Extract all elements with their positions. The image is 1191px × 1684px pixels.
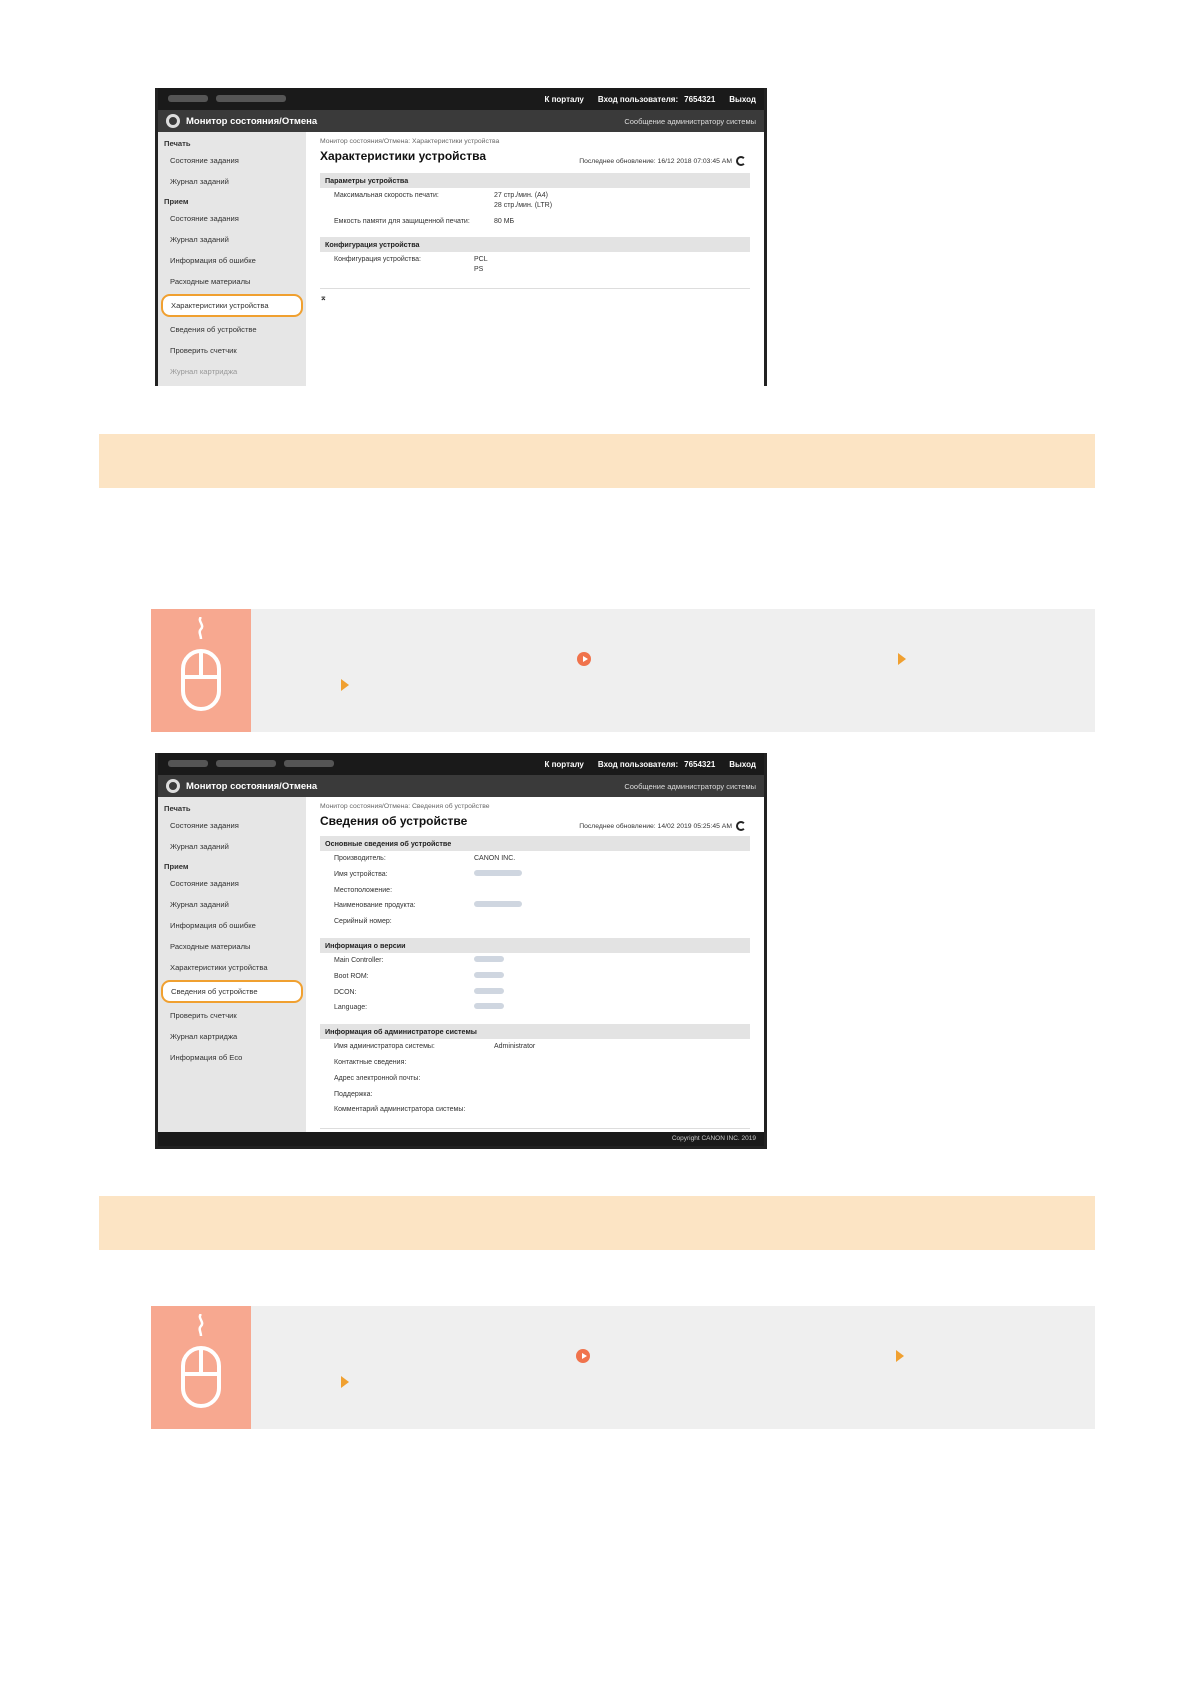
app-titlebar [158, 775, 764, 797]
sidebar-item-eco-info[interactable]: Информация об Eco [170, 1053, 243, 1062]
sidebar-item-consumables[interactable]: Расходные материалы [170, 277, 251, 286]
logout-link[interactable]: Выход [729, 94, 756, 104]
admin-message-link[interactable]: Сообщение администратору системы [624, 781, 756, 791]
sidebar-section-receive: Прием [164, 862, 189, 871]
admin-name-value: Administrator [494, 1043, 536, 1051]
row-manufacturer [320, 851, 750, 867]
row-serial [320, 914, 750, 930]
sidebar-item-device-features[interactable]: Характеристики устройства [170, 963, 268, 972]
mouse-icon-panel [151, 1306, 251, 1429]
row-support [320, 1087, 750, 1103]
user-id: 7654321 [684, 94, 716, 104]
sidebar-item-print-job-status[interactable]: Состояние задания [170, 821, 239, 830]
row-memory [320, 214, 750, 230]
row-product-name [320, 898, 750, 914]
section-header-band [99, 434, 1095, 488]
config-label: Конфигурация устройства: [334, 256, 421, 264]
breadcrumb: Монитор состояния/Отмена: Характеристики устройства [320, 138, 500, 145]
triangle-arrow-icon [898, 653, 906, 665]
sidebar-item-print-job-status[interactable]: Состояние задания [170, 156, 239, 165]
language-label: Language: [334, 1004, 368, 1012]
main-controller-label: Main Controller: [334, 956, 384, 964]
app-logo-icon [166, 779, 180, 793]
copyright-footer: Copyright CANON INC. 2019 [158, 1132, 764, 1146]
email-label: Адрес электронной почты: [334, 1074, 421, 1082]
admin-comment-label: Комментарий администратора системы: [334, 1106, 466, 1114]
mouse-cord-icon [196, 1314, 206, 1336]
row-boot-rom [320, 969, 750, 985]
app-title: Монитор состояния/Отмена [186, 780, 318, 792]
remote-ui-instruction-box [151, 1306, 1095, 1429]
app-title: Монитор состояния/Отмена [186, 115, 318, 127]
mouse-icon [181, 649, 221, 711]
group-admin-info: Информация об администраторе системы [320, 1024, 750, 1039]
blurred-device-name [168, 760, 334, 767]
circle-arrow-icon[interactable] [576, 1349, 590, 1363]
sidebar-item-cartridge-log[interactable]: Журнал картриджа [170, 1032, 238, 1041]
sidebar-item-print-job-log[interactable]: Журнал заданий [170, 842, 229, 851]
blurred-value [474, 972, 504, 978]
memory-label: Емкость памяти для защищенной печати: [334, 217, 470, 225]
sidebar-item-rx-job-status[interactable]: Состояние задания [170, 879, 239, 888]
sidebar-section-receive: Прием [164, 197, 189, 206]
row-contact [320, 1055, 750, 1071]
row-admin-comment [320, 1102, 750, 1118]
main-content [306, 132, 764, 386]
max-speed-label: Максимальная скорость печати: [334, 192, 439, 199]
sidebar-section-print: Печать [164, 139, 191, 148]
sidebar-item-rx-job-status[interactable]: Состояние задания [170, 214, 239, 223]
last-updated [579, 821, 746, 831]
admin-message-link[interactable]: Сообщение администратору системы [624, 116, 756, 126]
triangle-arrow-icon [341, 1376, 349, 1388]
last-updated-text: Последнее обновление: 14/02 2019 05:25:45 AM [579, 822, 732, 830]
sidebar-item-error-info[interactable]: Информация об ошибке [170, 256, 256, 265]
group-version-info: Информация о версии [320, 938, 750, 953]
refresh-icon[interactable] [736, 156, 746, 166]
admin-name-label: Имя администратора системы: [334, 1043, 435, 1051]
dcon-label: DCON: [334, 988, 357, 996]
screenshot-device-features [155, 88, 767, 386]
memory-value: 80 МБ [494, 217, 515, 225]
group-basic-info: Основные сведения об устройстве [320, 836, 750, 851]
blurred-value [474, 1003, 504, 1009]
max-speed-a4: 27 стр./мин. (A4) [494, 192, 548, 199]
product-label: Наименование продукта: [334, 902, 416, 910]
mouse-icon-panel [151, 609, 251, 732]
triangle-arrow-icon [896, 1350, 904, 1362]
device-name-label: Имя устройства: [334, 870, 388, 878]
page-title: Характеристики устройства [320, 149, 486, 163]
support-label: Поддержка: [334, 1090, 373, 1098]
sidebar-item-device-info[interactable]: Сведения об устройстве [161, 980, 303, 1003]
row-admin-name [320, 1039, 750, 1055]
browser-topbar [158, 88, 764, 110]
config-ps: PS [474, 266, 484, 274]
portal-link[interactable]: К порталу [544, 759, 584, 769]
row-location [320, 883, 750, 899]
mouse-icon [181, 1346, 221, 1408]
config-values [474, 255, 488, 275]
refresh-icon[interactable] [736, 821, 746, 831]
row-config [320, 252, 750, 278]
sidebar-item-error-info[interactable]: Информация об ошибке [170, 921, 256, 930]
sidebar-item-rx-job-log[interactable]: Журнал заданий [170, 900, 229, 909]
row-dcon [320, 985, 750, 1001]
sidebar-item-device-info[interactable]: Сведения об устройстве [170, 325, 257, 334]
blurred-value [474, 956, 504, 962]
manufacturer-value: CANON INC. [474, 855, 516, 862]
max-speed-ltr: 28 стр./мин. (LTR) [494, 201, 553, 209]
last-updated [579, 156, 746, 166]
sidebar-item-consumables[interactable]: Расходные материалы [170, 942, 251, 951]
sidebar-item-print-job-log[interactable]: Журнал заданий [170, 177, 229, 186]
mouse-cord-icon [196, 617, 206, 639]
remote-ui-instruction-box [151, 609, 1095, 732]
browser-topbar [158, 753, 764, 775]
max-speed-values [494, 191, 552, 211]
group-device-config: Конфигурация устройства [320, 237, 750, 252]
login-user-label: Вход пользователя: [597, 759, 679, 769]
sidebar-section-print: Печать [164, 804, 191, 813]
blurred-device-name [168, 95, 286, 102]
row-device-name [320, 867, 750, 883]
row-max-speed [320, 188, 750, 214]
screenshot-device-info [155, 753, 767, 1149]
login-user-label: Вход пользователя: [597, 94, 679, 104]
sidebar-item-check-counter[interactable]: Проверить счетчик [170, 1011, 237, 1020]
group-device-params: Параметры устройства [320, 173, 750, 188]
boot-rom-label: Boot ROM: [334, 972, 369, 980]
location-label: Местоположение: [334, 886, 393, 894]
blurred-value [474, 870, 522, 876]
last-updated-text: Последнее обновление: 16/12 2018 07:03:45 AM [579, 157, 732, 165]
back-to-top-link[interactable]: ⌅ [320, 288, 750, 302]
portal-link[interactable]: К порталу [544, 94, 584, 104]
triangle-arrow-icon [341, 679, 349, 691]
contact-label: Контактные сведения: [334, 1058, 407, 1066]
config-pcl: PCL [474, 256, 488, 264]
sidebar-item-rx-job-log[interactable]: Журнал заданий [170, 235, 229, 244]
breadcrumb: Монитор состояния/Отмена: Сведения об устройстве [320, 803, 490, 810]
app-logo-icon [166, 114, 180, 128]
sidebar-item-check-counter[interactable]: Проверить счетчик [170, 346, 237, 355]
app-titlebar [158, 110, 764, 132]
serial-label: Серийный номер: [334, 918, 392, 926]
section-header-band [99, 1196, 1095, 1250]
manufacturer-label: Производитель: [334, 855, 386, 862]
logout-link[interactable]: Выход [729, 759, 756, 769]
sidebar-item-cartridge-log[interactable]: Журнал картриджа [170, 367, 238, 376]
sidebar [158, 797, 306, 1132]
row-language [320, 1000, 750, 1016]
blurred-value [474, 988, 504, 994]
row-main-controller [320, 953, 750, 969]
sidebar-item-device-features[interactable]: Характеристики устройства [161, 294, 303, 317]
row-email [320, 1071, 750, 1087]
main-content [306, 797, 764, 1132]
circle-arrow-icon[interactable] [577, 652, 591, 666]
blurred-value [474, 901, 522, 907]
sidebar [158, 132, 306, 386]
user-id: 7654321 [684, 759, 716, 769]
page-title: Сведения об устройстве [320, 814, 468, 828]
